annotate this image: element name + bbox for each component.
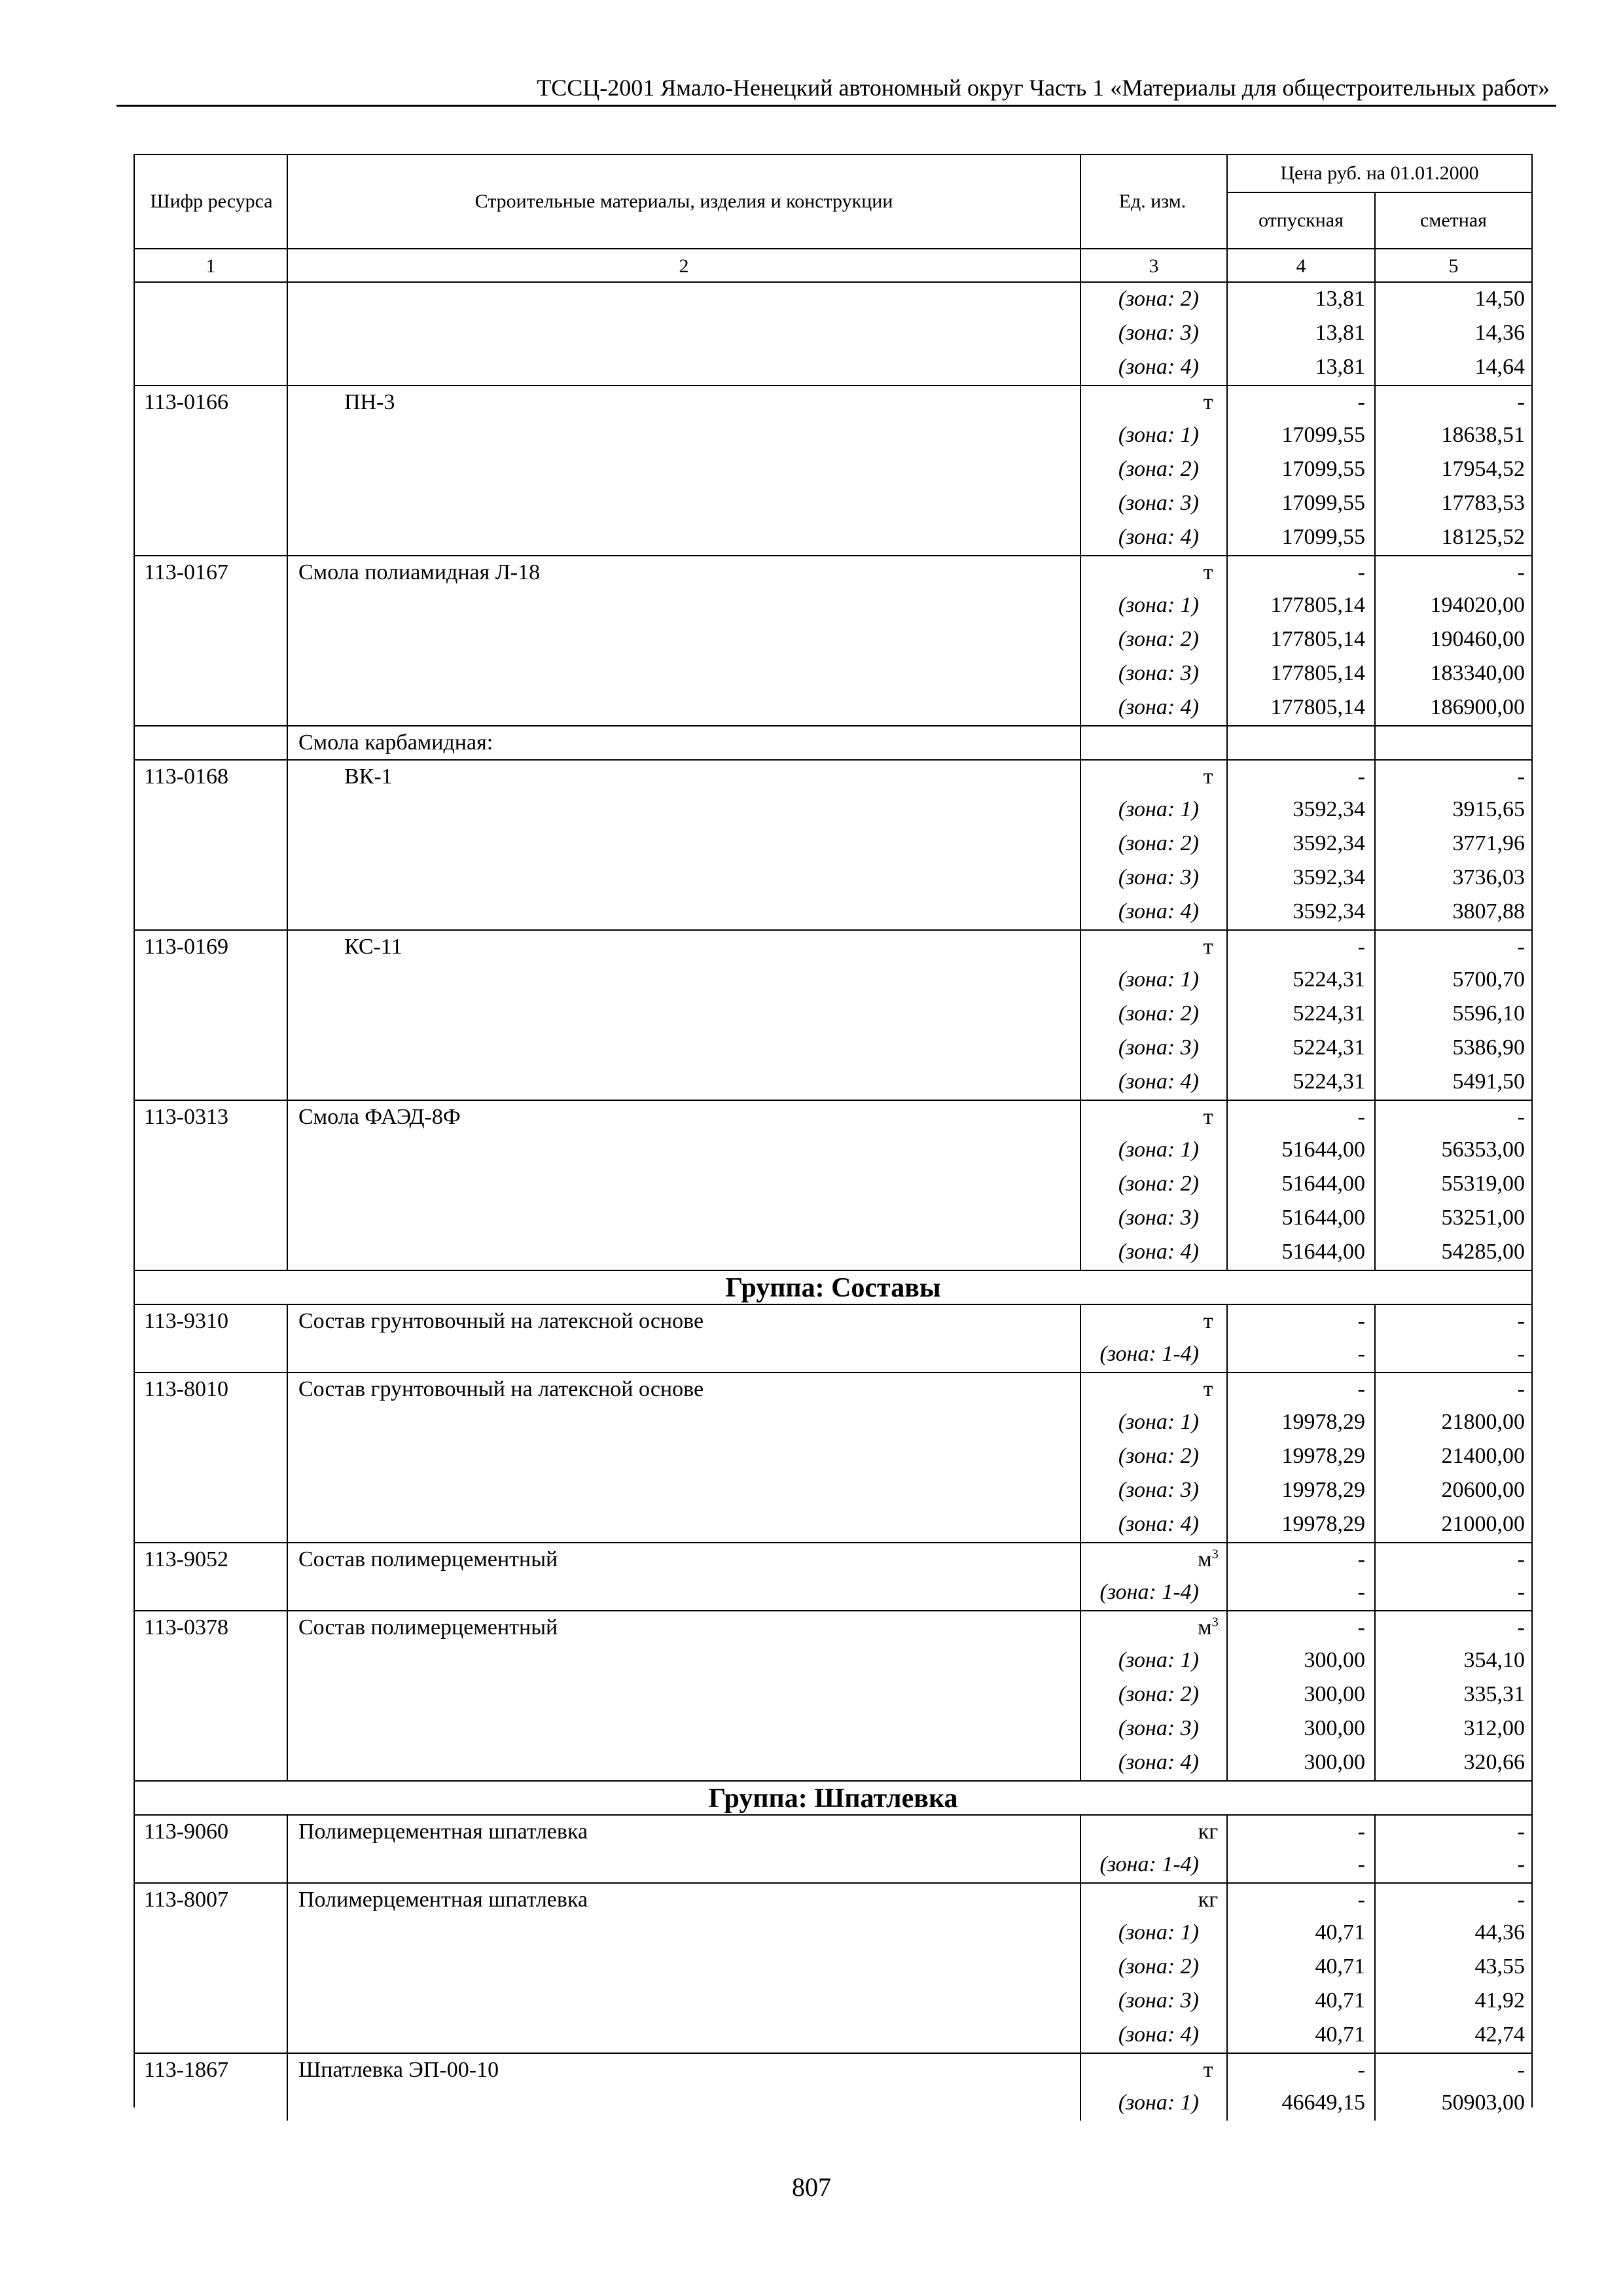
price-release: - [1357,2058,1365,2082]
resource-code: 113-0166 [144,390,229,414]
col-number: 1 [205,255,216,277]
zone-price-row [135,691,1531,725]
price-estimate: 14,36 [1474,321,1525,345]
zone-price-row [135,351,1531,385]
table-row [135,385,1531,419]
material-subheading: Смола карбамидная: [298,730,493,755]
price-release: 5224,31 [1293,1035,1365,1060]
price-release: 17099,55 [1281,423,1365,447]
price-estimate: 55319,00 [1441,1172,1525,1196]
zone-label: (зона: 4) [1118,695,1199,719]
price-estimate: 50903,00 [1441,2090,1525,2115]
zone-price-row [135,317,1531,351]
zone-price-row [135,997,1531,1031]
col-number: 2 [679,255,689,277]
zone-price-row [135,1916,1531,1950]
price-release: 17099,55 [1281,525,1365,549]
price-estimate: 14,64 [1474,355,1525,379]
material-name: ВК-1 [344,764,393,789]
price-release: 40,71 [1315,1988,1365,2013]
material-name: Состав полимерцементный [298,1547,558,1571]
price-estimate: 335,31 [1463,1682,1525,1706]
price-release: 51644,00 [1281,1138,1365,1162]
zone-label: (зона: 4) [1118,2022,1199,2047]
zone-label: (зона: 2) [1118,1444,1199,1468]
zone-label: (зона: 3) [1118,321,1199,345]
price-release: 177805,14 [1270,593,1365,617]
price-estimate: 5491,50 [1452,1069,1525,1094]
zone-price-row [135,623,1531,657]
price-estimate: 21400,00 [1441,1444,1525,1468]
zone-label: (зона: 2) [1118,1172,1199,1196]
zone-label: (зона: 2) [1118,1682,1199,1706]
unit: т [1203,560,1213,584]
price-estimate: 14,50 [1474,287,1525,311]
zone-price-row [135,1406,1531,1440]
price-estimate: 194020,00 [1430,593,1525,617]
zone-label: (зона: 4) [1118,355,1199,379]
resource-code: 113-8010 [144,1377,229,1401]
zone-price-row [135,963,1531,997]
price-estimate: - [1517,560,1525,584]
price-release: - [1357,1580,1365,1604]
price-estimate: 3915,65 [1452,797,1525,821]
price-release: 13,81 [1315,321,1365,345]
material-name: Смола ФАЭД-8Ф [298,1105,461,1129]
zone-label: (зона: 1) [1118,797,1199,821]
unit: т [1203,1377,1213,1401]
col-number: 5 [1448,255,1459,277]
zone-price-row [135,1168,1531,1202]
price-estimate: - [1517,1820,1525,1844]
price-release: - [1357,560,1365,584]
resource-code: 113-0378 [144,1615,229,1640]
price-release: 51644,00 [1281,1240,1365,1264]
price-release: - [1357,390,1365,414]
zone-price-row [135,1440,1531,1474]
price-release: 13,81 [1315,355,1365,379]
price-release: 3592,34 [1293,797,1365,821]
price-release: - [1357,1105,1365,1129]
zone-label: (зона: 2) [1118,457,1199,481]
price-release: - [1357,1342,1365,1366]
col-price-release-header: отпускная [1258,209,1344,231]
zone-label: (зона: 1) [1118,1138,1199,1162]
zone-label: (зона: 4) [1118,899,1199,924]
unit: т [1203,935,1213,959]
group-row [135,1780,1531,1814]
table-row [135,1100,1531,1134]
zone-label: (зона: 1) [1118,423,1199,447]
price-release: 300,00 [1304,1750,1365,1774]
price-estimate: - [1517,1342,1525,1366]
table-row [135,2053,1531,2087]
zone-price-row [135,861,1531,895]
table-row [135,1882,1531,1916]
price-estimate: 56353,00 [1441,1138,1525,1162]
zone-label: (зона: 4) [1118,1069,1199,1094]
material-name: Состав грунтовочный на латексной основе [298,1309,704,1333]
price-estimate: 43,55 [1474,1954,1525,1979]
price-estimate: - [1517,1547,1525,1571]
price-release: 3592,34 [1293,865,1365,889]
resource-code: 113-0168 [144,764,229,789]
material-name: Полимерцементная шпатлевка [298,1820,588,1844]
resource-code: 113-0313 [144,1105,229,1129]
col-name-header: Строительные материалы, изделия и конструкции [474,190,893,212]
price-estimate: 18125,52 [1441,525,1525,549]
price-release: 51644,00 [1281,1206,1365,1230]
price-estimate: 54285,00 [1441,1240,1525,1264]
price-release: - [1357,1309,1365,1333]
material-name: Смола полиамидная Л-18 [298,560,541,584]
group-title: Группа: Составы [725,1273,941,1303]
price-estimate: 17954,52 [1441,457,1525,481]
unit-text: м [1198,1615,1212,1640]
price-release: 19978,29 [1281,1444,1365,1468]
resource-code: 113-9060 [144,1820,229,1844]
zone-price-row [135,1202,1531,1236]
price-estimate: 312,00 [1463,1716,1525,1740]
price-estimate: 3807,88 [1452,899,1525,924]
price-release: 19978,29 [1281,1478,1365,1502]
price-estimate: 5386,90 [1452,1035,1525,1060]
zone-price-row [135,895,1531,929]
zone-label: (зона: 3) [1118,865,1199,889]
price-release: 3592,34 [1293,899,1365,924]
zone-label: (зона: 1) [1118,967,1199,992]
price-estimate: 18638,51 [1441,423,1525,447]
zone-label: (зона: 4) [1118,1512,1199,1536]
price-release: 51644,00 [1281,1172,1365,1196]
price-release: - [1357,1615,1365,1640]
unit: кг [1198,1888,1219,1912]
col-number: 4 [1296,255,1306,277]
zone-price-row [135,521,1531,555]
price-release: 3592,34 [1293,831,1365,855]
unit: т [1203,2058,1213,2082]
zone-label: (зона: 4) [1118,525,1199,549]
price-estimate: - [1517,2058,1525,2082]
price-estimate: 20600,00 [1441,1478,1525,1502]
zone-price-row [135,827,1531,861]
price-release: 17099,55 [1281,491,1365,515]
unit-text: м [1198,1547,1212,1571]
material-name: Шпатлевка ЭП-00-10 [298,2058,499,2082]
zone-price-row [135,1678,1531,1712]
price-release: 40,71 [1315,2022,1365,2047]
col-number: 3 [1149,255,1159,277]
material-name: Состав полимерцементный [298,1615,558,1640]
zone-price-row [135,793,1531,827]
price-estimate: - [1517,764,1525,789]
zone-price-row [135,1984,1531,2018]
zone-label: (зона: 3) [1118,1206,1199,1230]
zone-price-row [135,283,1531,317]
zone-label: (зона: 1) [1118,1920,1199,1945]
running-header: ТССЦ-2001 Ямало-Ненецкий автономный округ Часть 1 «Материалы для общестроительных работ» [537,75,1550,101]
price-release: 5224,31 [1293,1069,1365,1094]
table-row [135,759,1531,793]
table-head [134,154,1533,283]
zone-price-row [135,657,1531,691]
price-estimate: 42,74 [1474,2022,1525,2047]
price-estimate: 21800,00 [1441,1410,1525,1434]
price-estimate: - [1517,1309,1525,1333]
table-row [135,1814,1531,1848]
unit: т [1203,1309,1213,1333]
zone-price-row [135,1576,1531,1610]
resource-code: 113-1867 [144,2058,229,2082]
table-row [135,1542,1531,1576]
price-estimate: 17783,53 [1441,491,1525,515]
zone-price-row [135,1712,1531,1746]
zone-label: (зона: 2) [1118,627,1199,651]
table-row [135,1610,1531,1644]
price-estimate: - [1517,1888,1525,1912]
price-estimate: 41,92 [1474,1988,1525,2013]
table-row [135,929,1531,963]
price-estimate: 5596,10 [1452,1001,1525,1026]
price-release: 177805,14 [1270,695,1365,719]
table-row [135,1372,1531,1406]
resource-code: 113-9310 [144,1309,229,1333]
zone-label: (зона: 3) [1118,1988,1199,2013]
zone-label: (зона: 2) [1118,287,1199,311]
group-row [135,1270,1531,1304]
price-estimate: 44,36 [1474,1920,1525,1945]
price-release: 300,00 [1304,1682,1365,1706]
zone-price-row [135,2018,1531,2053]
zone-price-row [135,1031,1531,1066]
table-body [134,283,1533,2115]
price-release: 40,71 [1315,1954,1365,1979]
price-release: - [1357,764,1365,789]
price-estimate: - [1517,1852,1525,1876]
zone-label: (зона: 1-4) [1099,1342,1199,1366]
col-code-header: Шифр ресурса [150,190,273,212]
table-row [135,555,1531,589]
zone-price-row [135,589,1531,623]
unit-exponent: 3 [1211,1547,1219,1562]
zone-price-row [135,1848,1531,1882]
zone-label: (зона: 4) [1118,1750,1199,1774]
price-estimate: - [1517,1377,1525,1401]
zone-price-row [135,419,1531,453]
unit: т [1203,390,1213,414]
price-release: 19978,29 [1281,1410,1365,1434]
price-release: 17099,55 [1281,457,1365,481]
price-release: 177805,14 [1270,627,1365,651]
price-release: - [1357,1377,1365,1401]
price-estimate: - [1517,390,1525,414]
price-release: - [1357,1888,1365,1912]
price-estimate: 53251,00 [1441,1206,1525,1230]
zone-price-row [135,1508,1531,1542]
zone-label: (зона: 2) [1118,1001,1199,1026]
price-release: 46649,15 [1281,2090,1365,2115]
price-estimate: 320,66 [1463,1750,1525,1774]
price-estimate: 186900,00 [1430,695,1525,719]
price-estimate: - [1517,935,1525,959]
price-estimate: 3736,03 [1452,865,1525,889]
zone-label: (зона: 3) [1118,1035,1199,1060]
material-name: КС-11 [344,935,402,959]
zone-label: (зона: 1) [1118,2090,1199,2115]
subheading-row [135,725,1531,759]
unit: кг [1198,1820,1219,1844]
price-estimate: 3771,96 [1452,831,1525,855]
zone-label: (зона: 1) [1118,1410,1199,1434]
price-estimate: - [1517,1105,1525,1129]
price-release: 40,71 [1315,1920,1365,1945]
col-price-estimate-header: сметная [1420,209,1487,231]
price-release: 177805,14 [1270,661,1365,685]
price-estimate: 21000,00 [1441,1512,1525,1536]
resource-code: 113-9052 [144,1547,229,1571]
price-estimate: - [1517,1615,1525,1640]
price-release: 300,00 [1304,1648,1365,1672]
unit-exponent: 3 [1211,1615,1219,1630]
zone-label: (зона: 2) [1118,831,1199,855]
zone-price-row [135,2087,1531,2121]
price-release: - [1357,1820,1365,1844]
resource-code: 113-8007 [144,1888,229,1912]
price-estimate: 183340,00 [1430,661,1525,685]
header-rule [116,105,1556,107]
zone-price-row [135,1066,1531,1100]
price-release: 5224,31 [1293,967,1365,992]
unit: т [1203,764,1213,789]
table-row [135,1304,1531,1338]
zone-label: (зона: 1) [1118,593,1199,617]
price-release: 5224,31 [1293,1001,1365,1026]
price-group-header: Цена руб. на 01.01.2000 [1280,162,1479,184]
price-estimate: 354,10 [1463,1648,1525,1672]
price-release: 19978,29 [1281,1512,1365,1536]
zone-price-row [135,1746,1531,1780]
price-release: - [1357,1547,1365,1571]
resource-code: 113-0169 [144,935,229,959]
zone-price-row [135,1134,1531,1168]
zone-label: (зона: 1-4) [1099,1580,1199,1604]
zone-label: (зона: 3) [1118,1478,1199,1502]
zone-label: (зона: 1-4) [1099,1852,1199,1876]
material-name: ПН-3 [344,390,395,414]
price-release: 300,00 [1304,1716,1365,1740]
material-name: Состав грунтовочный на латексной основе [298,1377,704,1401]
price-estimate: 190460,00 [1430,627,1525,651]
resource-code: 113-0167 [144,560,229,584]
zone-label: (зона: 3) [1118,661,1199,685]
price-estimate: 5700,70 [1452,967,1525,992]
zone-price-row [135,1474,1531,1508]
group-title: Группа: Шпатлевка [708,1784,958,1814]
zone-price-row [135,487,1531,521]
zone-label: (зона: 2) [1118,1954,1199,1979]
price-release: 13,81 [1315,287,1365,311]
price-release: - [1357,935,1365,959]
zone-label: (зона: 1) [1118,1648,1199,1672]
zone-label: (зона: 3) [1118,491,1199,515]
unit: т [1203,1105,1213,1129]
col-unit-header: Ед. изм. [1118,190,1186,212]
zone-price-row [135,1236,1531,1270]
zone-price-row [135,453,1531,487]
zone-label: (зона: 4) [1118,1240,1199,1264]
price-estimate: - [1517,1580,1525,1604]
zone-price-row [135,1338,1531,1372]
zone-price-row [135,1644,1531,1678]
page-number: 807 [792,2172,831,2202]
zone-price-row [135,1950,1531,1984]
price-release: - [1357,1852,1365,1876]
zone-label: (зона: 3) [1118,1716,1199,1740]
material-name: Полимерцементная шпатлевка [298,1888,588,1912]
